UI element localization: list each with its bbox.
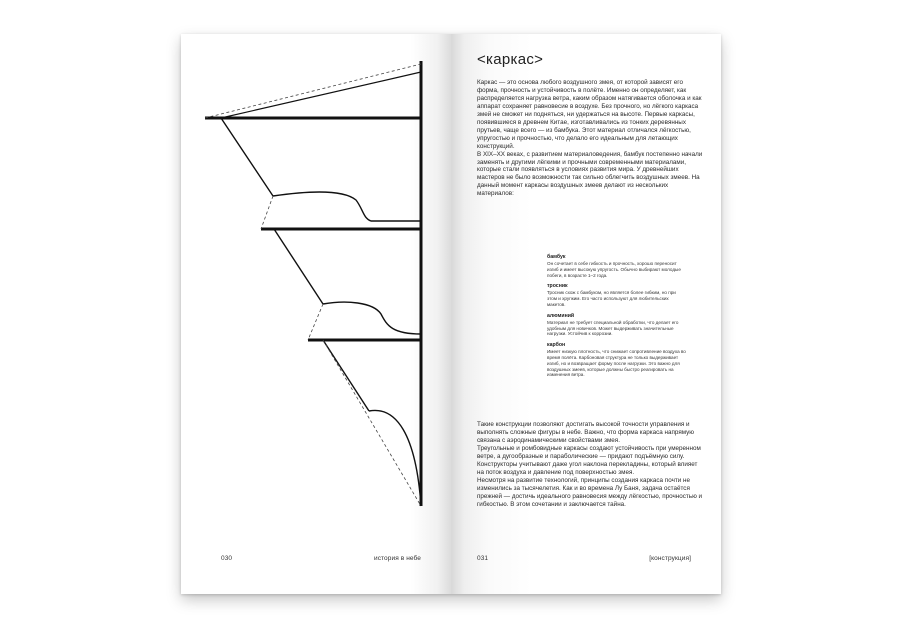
material-name: карбон	[547, 342, 566, 349]
kite-sail-edge-1	[221, 118, 273, 196]
closing-text	[477, 421, 705, 508]
kite-guide-line-1	[205, 64, 421, 118]
left-page-number: 030	[221, 555, 233, 562]
material-name: тросник	[547, 283, 568, 290]
material-name: бамбук	[547, 254, 566, 260]
paragraph: Треугольные и ромбовидные каркасы создают устойчивость при умеренном ветре, а дугообразные и параболические — придают подъёмную силу. Конструкторы учитывают даже угол наклона перекладины, который влияет на поток воздуха и давление под поверхностью змея.	[477, 444, 701, 476]
left-running-title: история в небе	[373, 555, 421, 562]
paragraph: Каркас — это основа любого воздушного змея, от которой зависят его форма, прочность и устойчивость в полёте. Именно он определяет, как распределяется нагрузка ветра, каким образом натягивается оболочка и как аппарат сохраняет равновесие в воздухе. Без прочного, но лёгкого каркаса змей не сможет ни подняться, ни удержаться на высоте. Первые каркасы, появившиеся в древнем Китае, изготавливались из тонких деревянных прутьев, чаще всего — из бамбука. Этот материал отличался лёгкостью, упругостью и прочностью, что делало его идеальным для летающих конструкций.	[477, 79, 702, 150]
materials-list	[547, 254, 687, 383]
kite-sail-edge-2	[274, 229, 323, 304]
material-item	[547, 342, 687, 378]
material-description: Материал не требует специальной обработки, что делает его удобным для новичков. Может выдерживать значительные нагрузки. Устойчив к коррозии.	[547, 319, 679, 337]
chapter-heading: <каркас>	[477, 51, 544, 68]
paragraph: Несмотря на развитие технологий, принципы создания каркаса почти не изменились за тысячелетия. Как и во времена Лу Баня, задача остаётся прежней — достичь идеального равновесия между лёгкостью, прочностью и гибкостью. В этом сочетании и заключается тайна.	[477, 476, 703, 508]
material-item	[547, 254, 687, 278]
material-name: алюминий	[547, 312, 575, 319]
right-page	[451, 34, 721, 594]
material-item	[547, 283, 687, 307]
kite-sail-edge-3	[323, 340, 369, 411]
kite-guide-line-4	[323, 340, 421, 506]
open-book	[181, 34, 721, 594]
intro-text	[477, 79, 705, 198]
right-page-number: 031	[477, 555, 489, 562]
kite-curve-3	[369, 410, 421, 506]
right-running-title: [конструкция]	[649, 555, 691, 562]
material-description: Тросник схож с бамбуком, но является более гибким, но при этом и хрупким. Его часто используют для любительских макетов.	[547, 290, 676, 307]
paragraph: Такие конструкции позволяют достигать высокой точности управления и выполнять сложные фигуры в небе. Важно, что форма каркаса напрямую связана с аэродинамическими свойствами змея.	[477, 421, 694, 444]
kite-guide-line-2	[261, 196, 273, 229]
left-page	[181, 34, 451, 594]
paragraph: В XIX–XX веках, с развитием материаловедения, бамбук постепенно начали заменять и другими лёгкими и прочными современными материалами, которые стали появляться в условиях развития мира. У древнейших мастеров не было возможности так сильно облегчить воздушных змеев. На данный момент каркасы воздушных змеев делают из нескольких материалов:	[477, 150, 703, 198]
kite-curve-1	[273, 192, 421, 221]
material-description: Имеет низкую плотность, что снижает сопротивление воздуха во время полёта. Карбоновая структура не только выдерживает изгиб, но и возвращает форму после нагрузки. Это важно для воздушных змеев, которые должны быстро реагировать на изменения ветра.	[547, 349, 686, 378]
material-description: Он сочетает в себе гибкость и прочность, хорошо переносит изгиб и имеет высокую упругость. Обычно выбирают молодые побеги, в возрасте 1–2 года.	[547, 261, 681, 278]
kite-rib-1	[221, 72, 421, 118]
kite-curve-2	[323, 302, 421, 334]
material-item	[547, 313, 687, 337]
kite-frame-illustration	[181, 34, 451, 594]
kite-guide-line-3	[308, 304, 323, 340]
